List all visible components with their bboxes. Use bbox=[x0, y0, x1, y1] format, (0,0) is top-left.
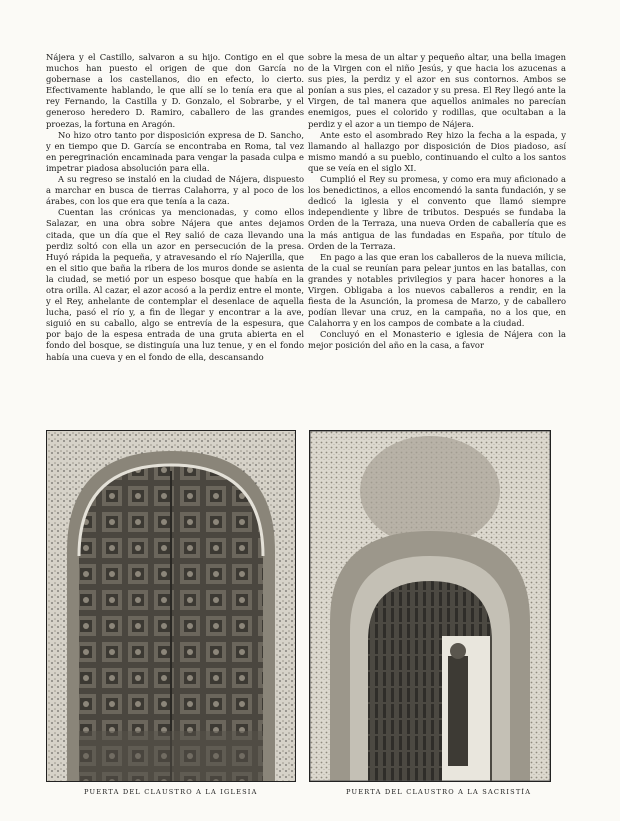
paragraph: sobre la mesa de un altar y pequeño altar, una bella imagen de la Virgen con el niño Jesús, y que hacia los azucenas a sus pies, la perdiz y el azor en sus contornos. Ambos se ponían a sus pies, el cazador y su presa. El Rey llegó ante la Virgen, de tal manera que aquellos animales no parecían enemigos, pues el colorido y rodillas, que ocultaban a la perdiz y el azor a un tiempo de Nájera. bbox=[308, 52, 566, 129]
paragraph: En pago a las que eran los caballeros de la nueva milicia, de la cual se reunían para pelear juntos en las batallas, con grandes y notables privilegios y para hacer honores a la Virgen. Obligaba a los nuevos caballeros a rendir, en la fiesta de la Asunción, la promesa de Marzo, y de caballero podían llevar una cruz, en la campaña, no a los que, en Calahorra y en los campos de combate a la ciudad. bbox=[308, 251, 566, 329]
photo-sacristy-door bbox=[309, 430, 551, 782]
paragraph: Cuentan las crónicas ya mencionadas, y como ellos Salazar, en una obra sobre Nájera que antes dejamos citada, que un día que el Rey salió de caza llevando una perdiz soltó con ella un azor en persecución de la presa. Huyó rápida la pequeña, y atravesando el río Najerilla, que en el sitio que baña la ribera de los muros donde se asienta la ciudad, se metió por un espeso bosque que había en la otra orilla. Al cazar, el azor acosó a la perdiz entre el monte, y el Rey, anhelante de contemplar el desenlace de aquella lucha, pasó el río y, a fin de llegar y encontrar a la ave, siguió en su caballo, algo se entrevía de la espesura, que por bajo de la espesa entrada de una gruta abierta en el fondo del bosque, se distinguía una luz tenue, y en el fondo había una cueva y en el fondo de ella, descansando bbox=[46, 207, 304, 362]
figure-caption-right: PUERTA DEL CLAUSTRO A LA SACRISTÍA bbox=[346, 788, 532, 796]
figure-caption-left: PUERTA DEL CLAUSTRO A LA IGLESIA bbox=[84, 788, 258, 796]
text-column-left bbox=[46, 52, 304, 422]
paragraph: No hizo otro tanto por disposición expresa de D. Sancho, y en tiempo que D. García se encontraba en Roma, tal vez en peregrinación encaminada para vengar la pasada culpa e impetrar piadosa absolución para ella. bbox=[46, 129, 304, 173]
text-column-right bbox=[308, 52, 566, 424]
paragraph: Cumplió el Rey su promesa, y como era muy aficionado a los benedictinos, a ellos encomendó la santa fundación, y se dedicó la iglesia y el convento que llamó siempre independiente y libre de tributos. Después se fundaba la Orden de la Terraza, una nueva Orden de caballería que es la más antigua de las fundadas en España, por título de Orden de la Terraza. bbox=[308, 174, 566, 251]
paragraph: Concluyó en el Monasterio e iglesia de Nájera con la mejor posición del año en la casa, a favor bbox=[308, 329, 566, 351]
paragraph: A su regreso se instaló en la ciudad de Nájera, dispuesto a marchar en busca de tierras Calahorra, y al poco de los árabes, con los que era que tenía a la caza. bbox=[46, 174, 304, 207]
photo-church-door bbox=[46, 430, 296, 782]
paragraph: Nájera y el Castillo, salvaron a su hijo. Contigo en el que muchos han puesto el origen de que don García no gobernase a los castellanos, dio en efecto, lo cierto. Efectivamente hablando, le que allí se lo tenía era que al rey Fernando, la Castilla y D. Gonzalo, el Sobrarbe, y el generoso heredero D. Ramiro, caballero de las grandes proezas, la fortuna en Aragón. bbox=[46, 52, 304, 129]
paragraph: Ante esto el asombrado Rey hizo la fecha a la espada, y llamando al hallazgo por disposición de Dios piadoso, así mismo mandó a su pueblo, continuando el culto a los santos que se veía en el siglo XI. bbox=[308, 129, 566, 173]
